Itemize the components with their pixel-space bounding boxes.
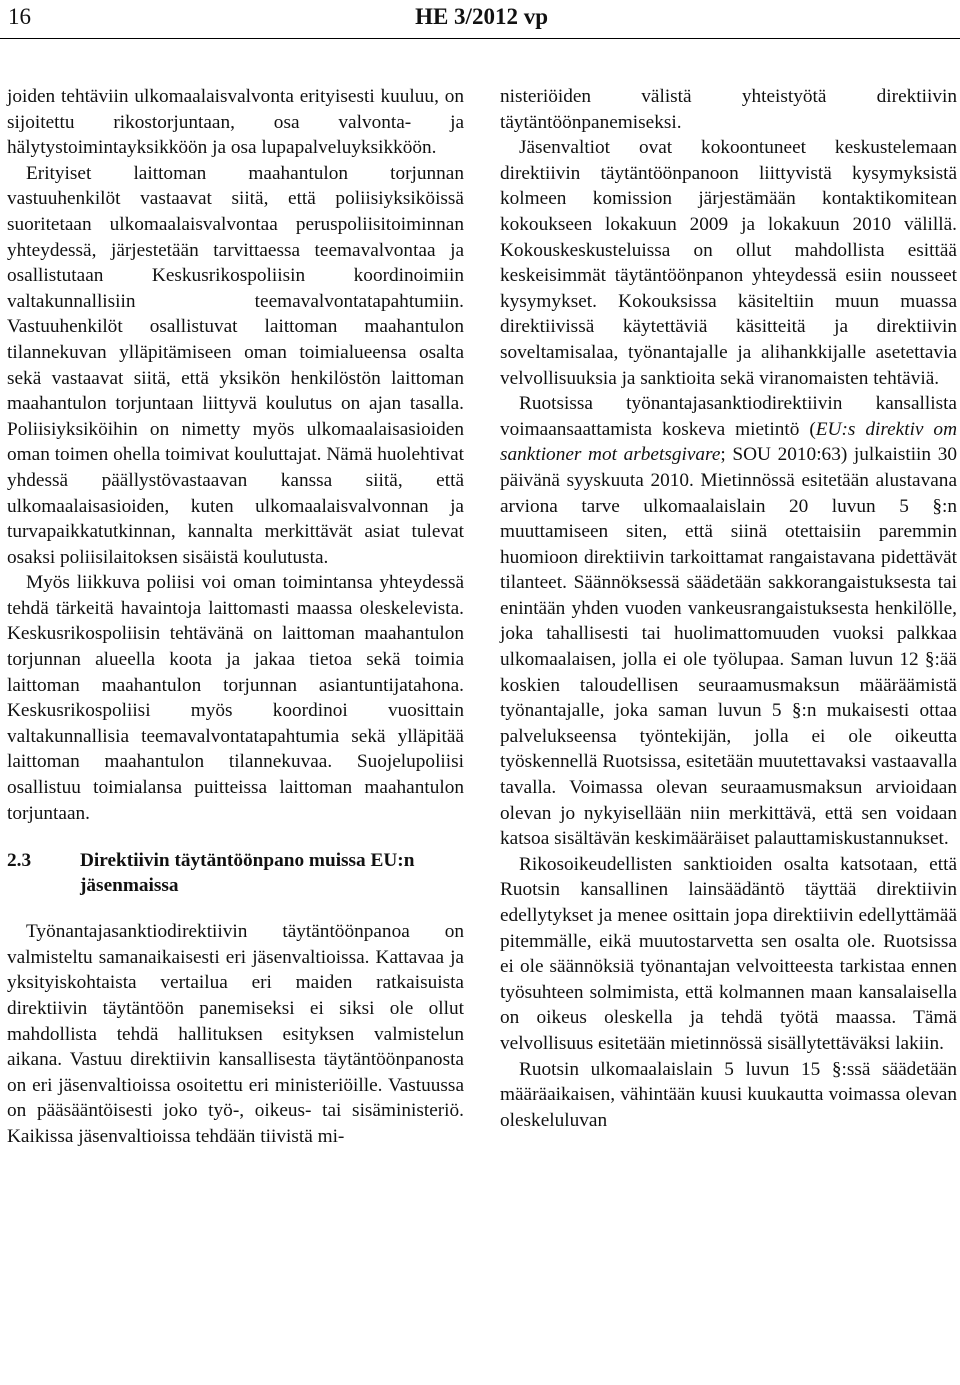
document-identifier: HE 3/2012 vp	[415, 4, 548, 29]
page-number: 16	[8, 4, 31, 29]
paragraph: joiden tehtäviin ulkomaalaisvalvonta erityisesti kuuluu, on sijoitettu rikostorjuntaan, osa valvonta- ja hälytystoimintayksikköön ja osa lupapalveluyksikköön.	[7, 86, 464, 159]
paragraph: nisteriöiden välistä yhteistyötä direktiivin täytäntöönpanemiseksi.	[500, 86, 957, 133]
paragraph: Erityiset laittoman maahantulon torjunnan vastuuhenkilöt vastaavat siitä, että poliisiyksiköissä suoritetaan ulkomaalaisvalvontaa peruspoliisitoiminnan yhteydessä, järjestetään tarvittaessa teemavalvontaa ja osallistutaan Keskusrikospoliisin koordinoimiin valtakunnallisiin teemavalvontatapahtumiin. Vastuuhenkilöt osallistuvat laittoman maahantulon tilannekuvan ylläpitämiseen oman toimialueensa osalta sekä vastaavat siitä, että yksikön henkilöstön laittoman maahantulon torjuntaan liittyvä koulutus on ajan tasalla. Poliisiyksiköihin on nimetty myös ulkomaalaisasioiden oman toimen ohella toimivat kouluttajat. Nämä huolehtivat yhdessä päällystövastaavan kanssa siitä, että ulkomaalaisasioiden, kuten ulkomaalaisvalvonnan ja turvapaikkatutkinnan, kannalta merkittävät asiat tulevat osaksi poliisilaitoksen sisäistä koulutusta.	[7, 162, 464, 568]
right-column	[500, 84, 957, 1133]
paragraph: Rikosoikeudellisten sanktioiden osalta katsotaan, että Ruotsin kansallinen lainsäädäntö täyttää direktiivin edellytykset ja menee osittain jopa direktiivin edellyttämää pitemmälle, eikä muutostarvetta sen osalta ole. Ruotsissa ei ole säännöksiä työnantajan velvoitteesta tarkistaa ennen työsuhteen solmimista, että kolmannen maan kansalaisella on oikeus oleskella ja tehdä työtä maassa. Tämä velvollisuus esitetään mietinnössä sisällytettäväksi lakiin.	[500, 853, 957, 1054]
section-number: 2.3	[7, 850, 32, 872]
paragraph: Jäsenvaltiot ovat kokoontuneet keskustelemaan direktiivin täytäntöönpanoon liittyvistä kysymyksistä kolmeen komission järjestämään kontaktikomitean kokoukseen lokakuun 2009 ja lokakuun 2010 välillä. Kokouskeskusteluissa on ollut mahdollista esittää keskeisimmät täytäntöönpanon yhteydessä esiin nousseet kysymykset. Kokouksissa käsiteltiin muun muassa direktiivissä käytettäviä käsitteitä ja direktiivin soveltamisalaa, työnantajalle ja alihankkijalle asetettavia velvollisuuksia ja sanktioita sekä viranomaisten tehtäviä.	[500, 137, 957, 389]
page-header	[0, 0, 960, 38]
paragraph: Työnantajasanktiodirektiivin täytäntöönpanoa on valmisteltu samanaikaisesti eri jäsenvaltioissa. Kattavaa ja yksityiskohtaista vertailua eri maiden ratkaisuista direktiivin täytäntöön panemiseksi ei siksi ole ollut mahdollista tehdä hallituksen esityksen valmistelun aikana. Vastuu direktiivin kansallisesta täytäntöönpanosta on eri jäsenvaltioissa osoitettu eri ministeriöille. Vastuussa on pääsääntöisesti joko työ-, oikeus- tai sisäministeriö. Kaikissa jäsenvaltioissa tehdään tiivistä mi-	[7, 921, 464, 1147]
paragraph	[500, 391, 957, 852]
header-rule	[0, 38, 960, 39]
paragraph: Myös liikkuva poliisi voi oman toimintansa yhteydessä tehdä tärkeitä havaintoja laittomasti maassa oleskelevista. Keskusrikospoliisin tehtävänä on laittoman maahantulon torjunnan alueella koota ja jakaa tietoa sekä toimia laittoman maahantulon torjunnan asiantuntijatahona. Keskusrikospoliisi myös koordinoi vuosittain valtakunnallisia teemavalvontatapahtumia sekä ylläpitää laittoman maahantulon tilannekuvaa. Suojelupoliisi osallistuu toimialansa puitteissa laittoman maahantulon torjuntaan.	[7, 572, 464, 824]
report-title: EU:s direktiv om sanktioner mot arbetsgivare	[500, 418, 957, 466]
left-column	[7, 84, 464, 1150]
section-title: Direktiivin täytäntöönpano muissa EU:n jäsenmaissa	[80, 850, 415, 897]
paragraph: Ruotsin ulkomaalaislain 5 luvun 15 §:ssä säädetään määräaikaisen, vähintään kuusi kuukautta voimassa olevan oleskeluluvan	[500, 1058, 957, 1131]
paragraph-text: ; SOU 2010:63) julkaistiin 30 päivänä syyskuuta 2010. Mietinnössä esitetään alustavana arviona tarve ulkomaalaislain 20 luvun 5 §:n muuttamiseen siten, että siinä otettaisiin paremmin huomioon direktiivin tarkoittamat rangaistavana pidettävät tilanteet. Säännöksessä säädetään sakkorangaistuksesta tai enintään yhden vuoden vankeusrangaistuksesta henkilölle, joka tahallisesti tai huolimattomuuden vuoksi palkkaa ulkomaalaisen, jolla ei ole työlupaa. Saman luvun 12 §:ää koskien taloudellisen seuraamusmaksun määräämistä työnantajalle, joka saman luvun 5 §:n mukaisesti ottaa palvelukseensa työntekijän, jolla ei ole oikeutta työskennellä Ruotsissa, esitetään muutettavaksi vastaavalla tavalla. Voimassa olevan seuraamusmaksun arvioidaan olevan jo nykyisellään niin merkittävä, että sen voidaan katsoa sisältävän keskimääräiset palauttamiskustannukset.	[500, 444, 957, 850]
paragraph-text: Ruotsissa työnantajasanktiodirektiivin kansallista voimaansaattamista koskeva mietintö (	[500, 393, 957, 440]
section-heading	[7, 848, 464, 898]
